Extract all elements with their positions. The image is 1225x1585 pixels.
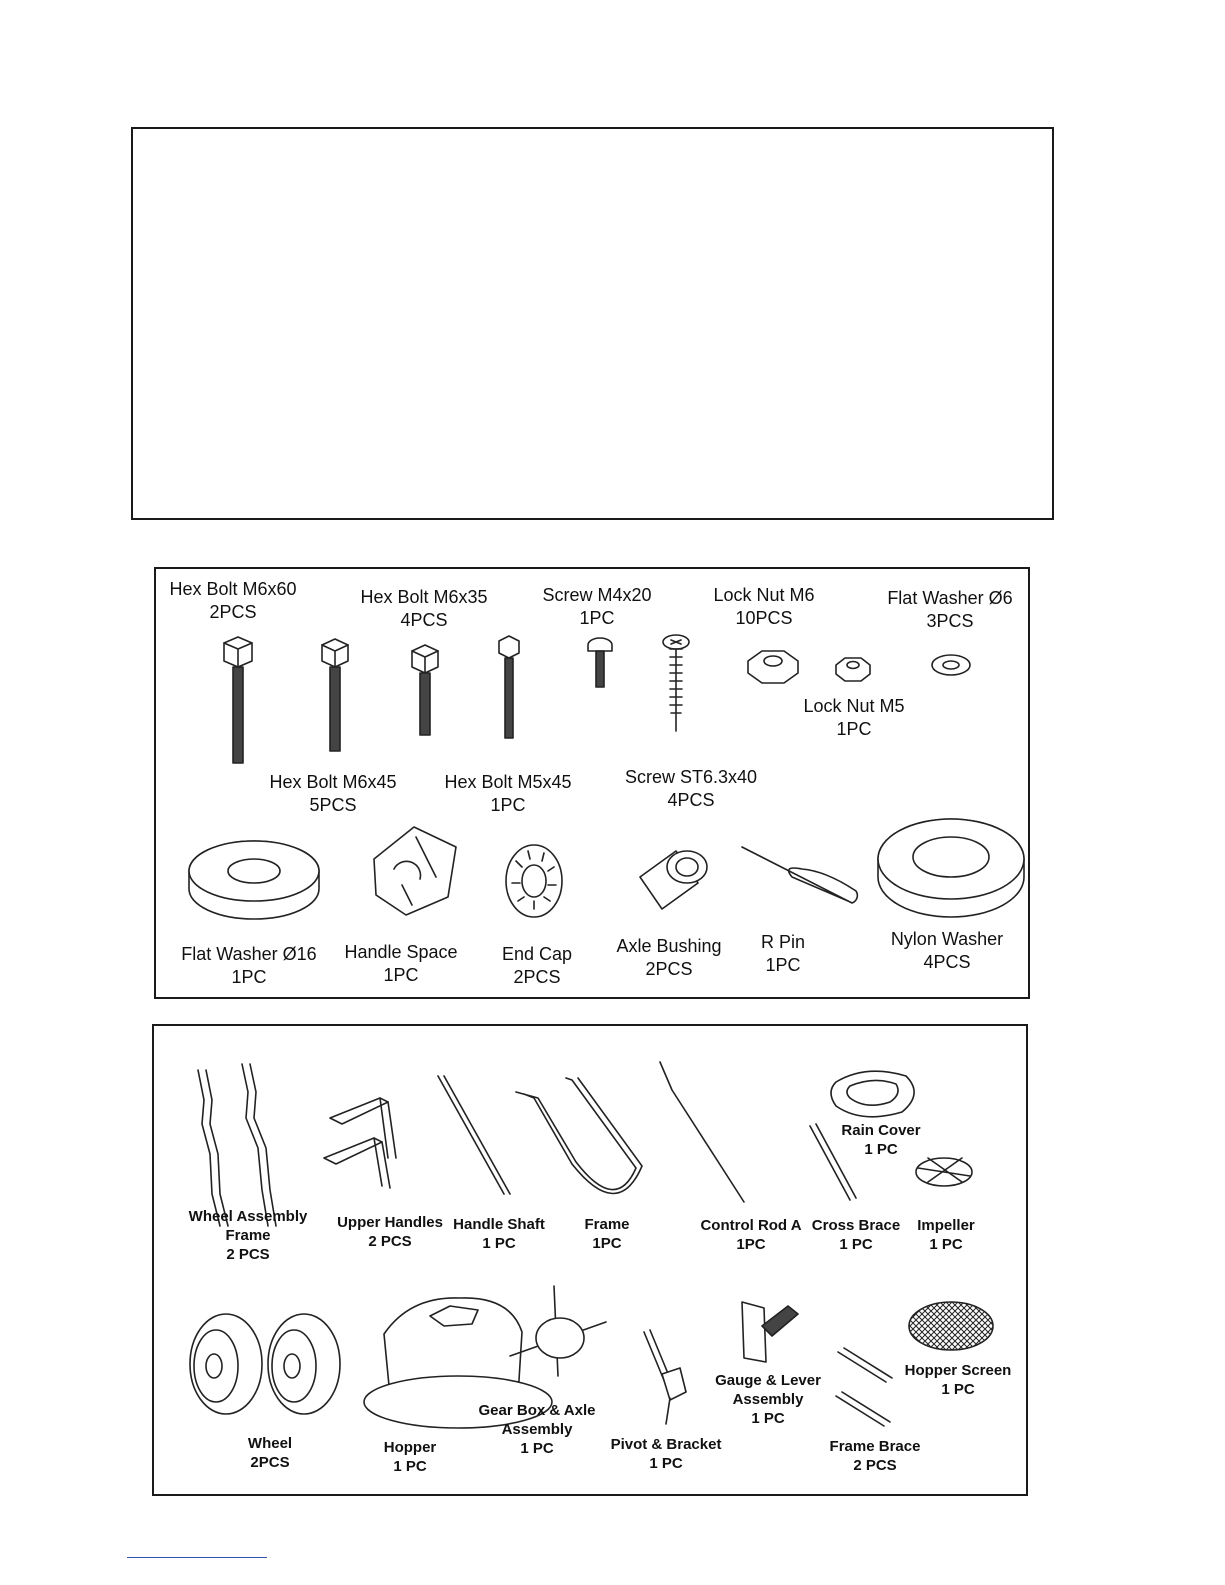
control-rod-a-label: Control Rod A 1PC bbox=[700, 1217, 802, 1253]
impeller-label: Impeller 1 PC bbox=[917, 1217, 975, 1253]
frame-label: Frame 1PC bbox=[584, 1216, 630, 1252]
handle-shaft-label: Handle Shaft 1 PC bbox=[453, 1216, 545, 1252]
gear-box-axle-label: Gear Box & Axle Assembly 1 PC bbox=[478, 1402, 596, 1457]
end-cap-label: End Cap 2PCS bbox=[501, 944, 573, 987]
lock-nut-m5-drawing bbox=[836, 658, 870, 681]
screw-m4x20-label: Screw M4x20 1PC bbox=[542, 585, 652, 628]
wheel-label: Wheel 2PCS bbox=[247, 1435, 293, 1471]
hopper-label: Hopper 1 PC bbox=[383, 1439, 437, 1475]
rain-cover-label: Rain Cover 1 PC bbox=[841, 1122, 921, 1158]
blank-frame bbox=[131, 127, 1054, 520]
cross-brace-label: Cross Brace 1 PC bbox=[811, 1217, 901, 1253]
frame-drawing bbox=[516, 1078, 642, 1194]
wheel-drawing bbox=[190, 1314, 340, 1414]
screw-m4x20-drawing bbox=[588, 638, 612, 687]
flat-washer-6-drawing bbox=[932, 655, 970, 675]
handle-space-drawing bbox=[374, 827, 456, 915]
upper-handles-drawing bbox=[324, 1098, 396, 1188]
hex-bolt-m6x60-label: Hex Bolt M6x60 2PCS bbox=[169, 579, 297, 622]
hex-bolt-m5x45-drawing bbox=[499, 636, 519, 738]
footer-rule bbox=[127, 1557, 267, 1558]
screw-st6-3x40-drawing bbox=[663, 635, 689, 731]
gear-box-axle-drawing bbox=[510, 1286, 606, 1376]
lock-nut-m6-label: Lock Nut M6 10PCS bbox=[713, 585, 815, 628]
hex-bolt-m6x60-drawing bbox=[224, 637, 252, 763]
nylon-washer-label: Nylon Washer 4PCS bbox=[890, 929, 1004, 972]
lock-nut-m5-label: Lock Nut M5 1PC bbox=[803, 696, 905, 739]
hopper-screen-drawing bbox=[909, 1302, 993, 1350]
wheel-assembly-frame-drawing bbox=[198, 1064, 276, 1226]
hex-bolt-m6x45-drawing bbox=[322, 639, 348, 751]
end-cap-drawing bbox=[506, 845, 562, 917]
gauge-lever-label: Gauge & Lever Assembly 1 PC bbox=[715, 1372, 821, 1427]
handle-space-label: Handle Space 1PC bbox=[344, 942, 458, 985]
hardware-pack-panel bbox=[154, 567, 1030, 999]
r-pin-drawing bbox=[742, 847, 857, 903]
axle-bushing-label: Axle Bushing 2PCS bbox=[616, 936, 722, 979]
parts-panel bbox=[152, 1024, 1028, 1496]
lock-nut-m6-drawing bbox=[748, 651, 798, 683]
control-rod-a-drawing bbox=[660, 1062, 744, 1202]
hex-bolt-m6x35-label: Hex Bolt M6x35 4PCS bbox=[360, 587, 488, 630]
impeller-drawing bbox=[916, 1158, 972, 1186]
flat-washer-6-label: Flat Washer Ø6 3PCS bbox=[887, 588, 1013, 631]
frame-brace-drawing bbox=[836, 1348, 892, 1426]
hex-bolt-m6x35-drawing bbox=[412, 645, 438, 735]
pivot-bracket-label: Pivot & Bracket 1 PC bbox=[610, 1436, 722, 1472]
upper-handles-label: Upper Handles 2 PCS bbox=[337, 1214, 443, 1250]
axle-bushing-drawing bbox=[640, 851, 707, 909]
hex-bolt-m6x45-label: Hex Bolt M6x45 5PCS bbox=[269, 772, 397, 815]
hopper-screen-label: Hopper Screen 1 PC bbox=[904, 1362, 1012, 1398]
flat-washer-16-label: Flat Washer Ø16 1PC bbox=[181, 944, 317, 987]
hex-bolt-m5x45-label: Hex Bolt M5x45 1PC bbox=[444, 772, 572, 815]
wheel-assembly-frame-label: Wheel Assembly Frame 2 PCS bbox=[188, 1208, 308, 1263]
frame-brace-label: Frame Brace 2 PCS bbox=[829, 1438, 921, 1474]
nylon-washer-drawing bbox=[878, 819, 1024, 917]
gauge-lever-drawing bbox=[742, 1302, 798, 1362]
flat-washer-16-drawing bbox=[189, 841, 319, 919]
handle-shaft-drawing bbox=[438, 1076, 510, 1194]
rain-cover-drawing bbox=[831, 1071, 914, 1117]
pivot-bracket-drawing bbox=[644, 1330, 686, 1424]
r-pin-label: R Pin 1PC bbox=[760, 932, 806, 975]
screw-st6-3x40-label: Screw ST6.3x40 4PCS bbox=[624, 767, 758, 810]
